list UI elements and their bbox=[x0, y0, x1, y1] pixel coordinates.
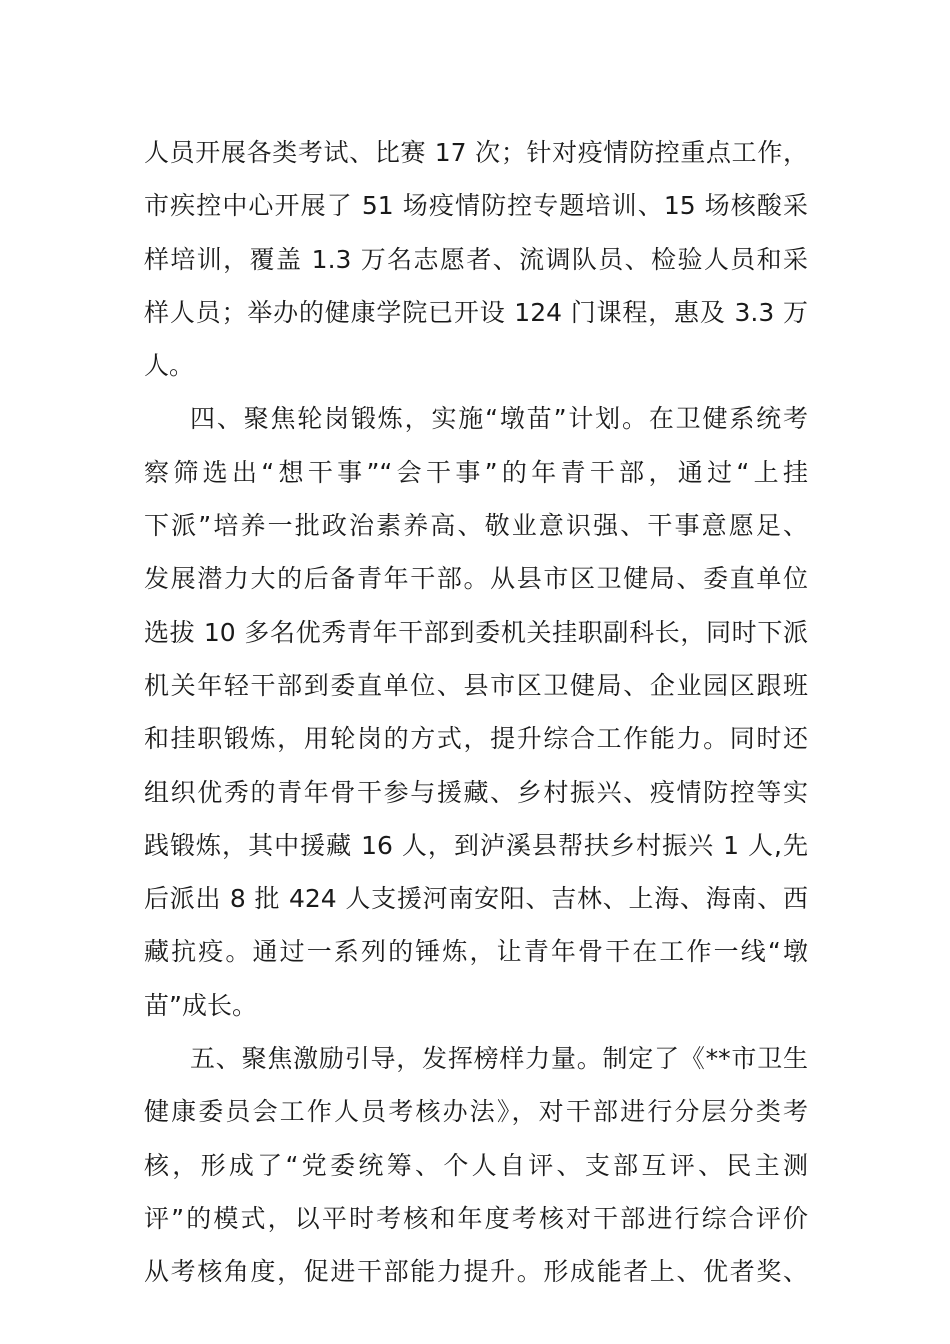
text-line: 样人员；举办的健康学院已开设 124 门课程，惠及 3.3 万 bbox=[144, 297, 808, 327]
text-line: 选拔 10 多名优秀青年干部到委机关挂职副科长，同时下派 bbox=[144, 617, 808, 647]
text-line: 从考核角度，促进干部能力提升。形成能者上、优者奖、 bbox=[144, 1257, 808, 1287]
text-line: 下派”培养一批政治素养高、敬业意识强、干事意愿足、 bbox=[144, 511, 808, 541]
text-line: 健康委员会工作人员考核办法》，对干部进行分层分类考 bbox=[144, 1097, 808, 1127]
text-line: 践锻炼，其中援藏 16 人，到泸溪县帮扶乡村振兴 1 人,先 bbox=[144, 830, 808, 860]
document-body bbox=[144, 126, 808, 1299]
text-line: 藏抗疫。通过一系列的锤炼，让青年骨干在工作一线“墩 bbox=[144, 937, 808, 967]
text-line: 察筛选出“想干事”“会干事”的年青干部，通过“上挂 bbox=[144, 457, 808, 487]
text-line: 人。 bbox=[144, 351, 195, 381]
text-line: 人员开展各类考试、比赛 17 次；针对疫情防控重点工作， bbox=[144, 138, 808, 167]
text-line: 样培训，覆盖 1.3 万名志愿者、流调队员、检验人员和采 bbox=[144, 244, 808, 274]
text-line: 核，形成了“党委统筹、个人自评、支部互评、民主测 bbox=[144, 1150, 808, 1180]
text-line: 发展潜力大的后备青年干部。从县市区卫健局、委直单位 bbox=[144, 564, 808, 594]
text-line: 评”的模式，以平时考核和年度考核对干部进行综合评价 bbox=[144, 1203, 808, 1233]
text-line: 四、聚焦轮岗锻炼，实施“墩苗”计划。在卫健系统考 bbox=[190, 404, 808, 434]
text-line: 机关年轻干部到委直单位、县市区卫健局、企业园区跟班 bbox=[144, 670, 808, 700]
text-line: 后派出 8 批 424 人支援河南安阳、吉林、上海、海南、西 bbox=[144, 884, 808, 914]
text-line: 五、聚焦激励引导，发挥榜样力量。制定了《**市卫生 bbox=[190, 1044, 808, 1074]
text-line: 市疾控中心开展了 51 场疫情防控专题培训、15 场核酸采 bbox=[144, 191, 808, 221]
text-line: 苗”成长。 bbox=[144, 990, 257, 1020]
text-line: 和挂职锻炼，用轮岗的方式，提升综合工作能力。同时还 bbox=[144, 724, 808, 754]
text-line: 组织优秀的青年骨干参与援藏、乡村振兴、疫情防控等实 bbox=[144, 777, 808, 807]
